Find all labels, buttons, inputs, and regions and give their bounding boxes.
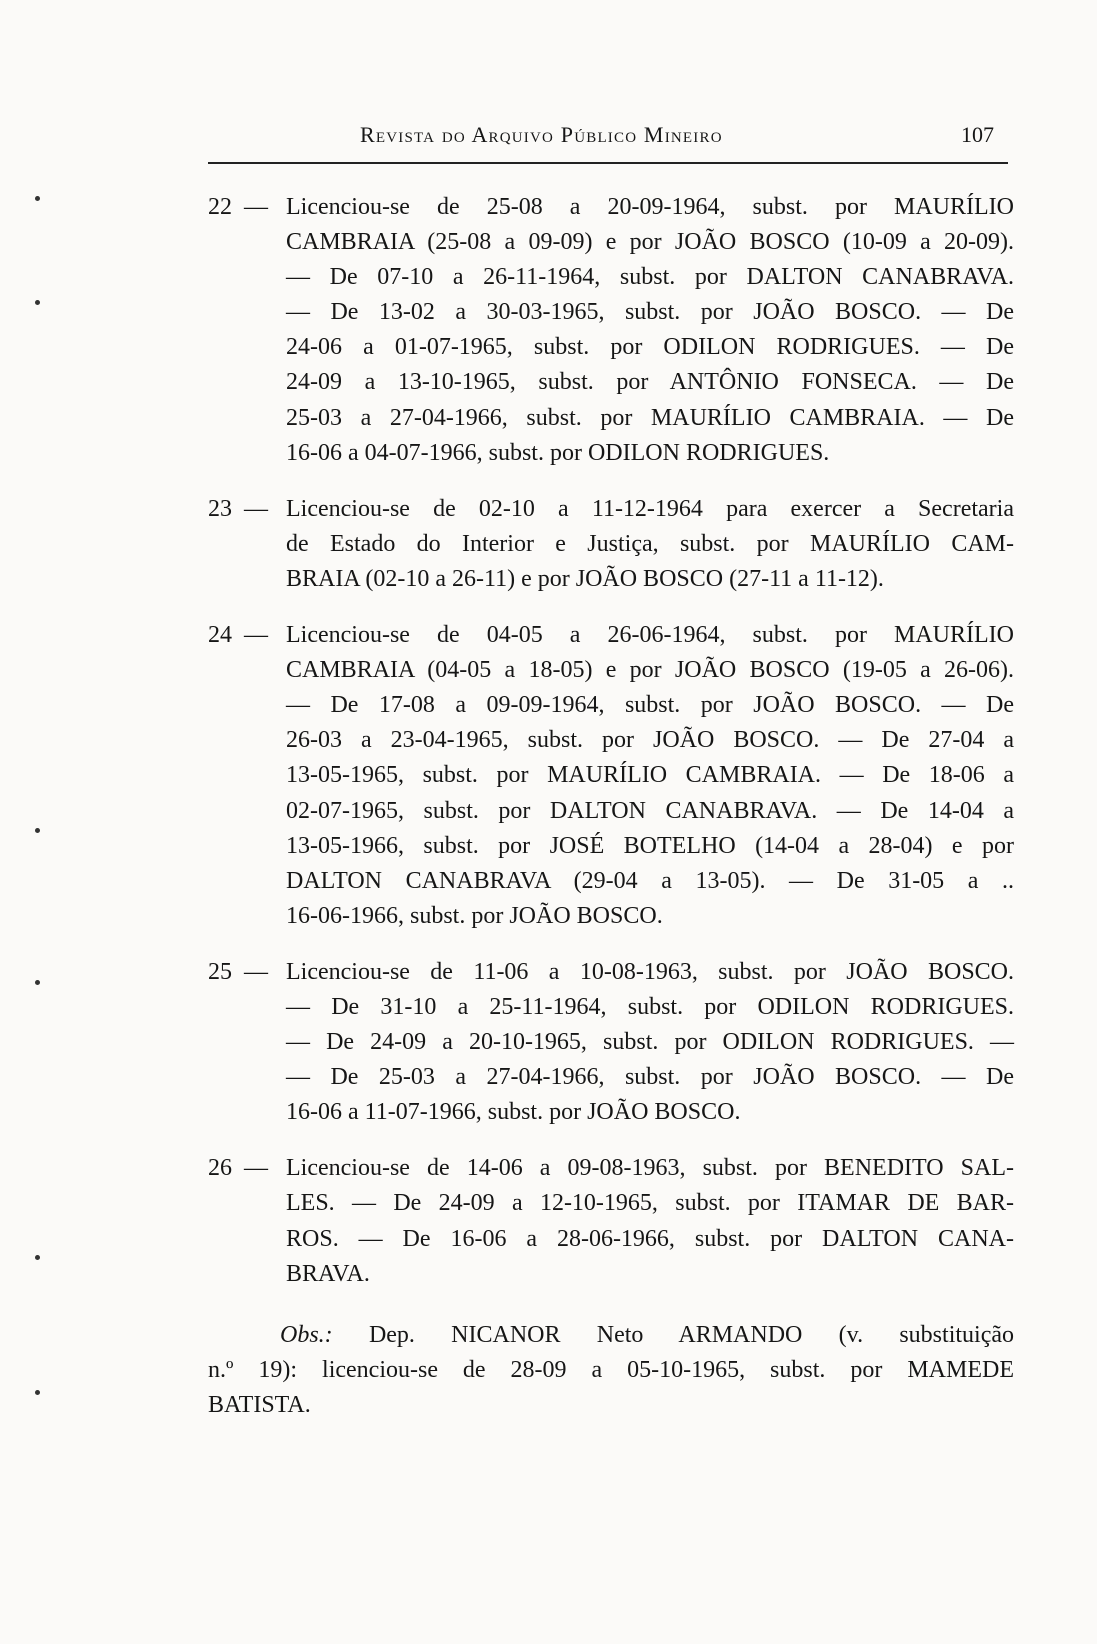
entry-line: 26-03 a 23-04-1965, subst. por JOÃO BOSCO. — De 27-04 a <box>286 727 1014 754</box>
entry-dash: — <box>244 958 268 985</box>
entry-line: de Estado do Interior e Justiça, subst. por MAURÍLIO CAM- <box>286 530 1014 557</box>
entry-line: BRAIA (02-10 a 26-11) e por JOÃO BOSCO (27-11 a 11-12). <box>286 565 884 592</box>
margin-speck <box>35 1390 40 1395</box>
margin-speck <box>35 980 40 985</box>
entry-line: Licenciou-se de 04-05 a 26-06-1964, subst. por MAURÍLIO <box>286 622 1014 649</box>
entry-26 <box>208 1151 1014 1291</box>
obs-label: Obs.: <box>280 1321 333 1348</box>
entry-text <box>286 955 1014 1130</box>
entry-line: Licenciou-se de 02-10 a 11-12-1964 para exercer a Secretaria <box>286 495 1014 522</box>
obs-line: n.º 19): licenciou-se de 28-09 a 05-10-1965, subst. por MAMEDE <box>208 1356 1014 1383</box>
entry-line: 16-06-1966, subst. por JOÃO BOSCO. <box>286 902 663 929</box>
entry-line: — De 13-02 a 30-03-1965, subst. por JOÃO BOSCO. — De <box>286 299 1014 326</box>
entry-line: — De 07-10 a 26-11-1964, subst. por DALTON CANABRAVA. <box>286 264 1014 291</box>
entry-22 <box>208 190 1014 471</box>
running-title: Revista do Arquivo Público Mineiro <box>360 122 723 147</box>
entry-number: 25 <box>208 958 232 985</box>
entry-line: — De 31-10 a 25-11-1964, subst. por ODILON RODRIGUES. <box>286 993 1014 1020</box>
entry-line: LES. — De 24-09 a 12-10-1965, subst. por ITAMAR DE BAR- <box>286 1190 1014 1217</box>
entry-line: Licenciou-se de 11-06 a 10-08-1963, subst. por JOÃO BOSCO. <box>286 958 1014 985</box>
margin-speck <box>35 196 40 201</box>
entry-text <box>286 492 1014 597</box>
entry-line: Licenciou-se de 25-08 a 20-09-1964, subst. por MAURÍLIO <box>286 194 1014 220</box>
entry-line: — De 24-09 a 20-10-1965, subst. por ODILON RODRIGUES. — <box>286 1029 1014 1056</box>
margin-speck <box>35 300 40 305</box>
entry-number: 24 <box>208 622 232 649</box>
entry-line: Licenciou-se de 14-06 a 09-08-1963, subst. por BENEDITO SAL- <box>286 1155 1014 1182</box>
obs-line: BATISTA. <box>208 1391 311 1418</box>
margin-speck <box>35 1255 40 1260</box>
entry-number: 23 <box>208 495 232 522</box>
entry-line: CAMBRAIA (25-08 a 09-09) e por JOÃO BOSCO (10-09 a 20-09). <box>286 229 1014 256</box>
entry-line: 16-06 a 04-07-1966, subst. por ODILON RODRIGUES. <box>286 439 830 466</box>
entry-line: CAMBRAIA (04-05 a 18-05) e por JOÃO BOSCO (19-05 a 26-06). <box>286 657 1014 684</box>
entry-line: DALTON CANABRAVA (29-04 a 13-05). — De 31-05 a .. <box>286 867 1014 894</box>
entry-25 <box>208 955 1014 1130</box>
entry-number: 22 <box>208 194 232 220</box>
entry-line: 16-06 a 11-07-1966, subst. por JOÃO BOSCO. <box>286 1099 741 1126</box>
entry-line: 25-03 a 27-04-1966, subst. por MAURÍLIO CAMBRAIA. — De <box>286 404 1014 431</box>
entry-text <box>286 1151 1014 1291</box>
entry-line: 24-09 a 13-10-1965, subst. por ANTÔNIO FONSECA. — De <box>286 369 1014 396</box>
entry-text <box>286 618 1014 934</box>
obs-text: Dep. NICANOR Neto ARMANDO (v. substituição <box>368 1321 1014 1348</box>
entry-dash: — <box>244 194 268 220</box>
entry-line: 13-05-1965, subst. por MAURÍLIO CAMBRAIA. — De 18-06 a <box>286 762 1014 789</box>
entry-dash: — <box>244 622 268 649</box>
entry-text <box>286 190 1014 471</box>
margin-speck <box>35 828 40 833</box>
entry-line: BRAVA. <box>286 1260 370 1287</box>
entry-list <box>208 190 1014 1292</box>
entry-dash: — <box>244 495 268 522</box>
entry-23 <box>208 492 1014 597</box>
running-header <box>208 122 1008 164</box>
entry-line: — De 25-03 a 27-04-1966, subst. por JOÃO BOSCO. — De <box>286 1064 1014 1091</box>
page-number: 107 <box>961 122 994 147</box>
entry-dash: — <box>244 1155 268 1182</box>
entry-number: 26 <box>208 1155 232 1182</box>
observation <box>208 1318 1014 1423</box>
entry-line: ROS. — De 16-06 a 28-06-1966, subst. por DALTON CANA- <box>286 1225 1014 1252</box>
entry-line: 13-05-1966, subst. por JOSÉ BOTELHO (14-04 a 28-04) e por <box>286 832 1014 859</box>
entry-line: — De 17-08 a 09-09-1964, subst. por JOÃO BOSCO. — De <box>286 692 1014 719</box>
entry-line: 24-06 a 01-07-1965, subst. por ODILON RODRIGUES. — De <box>286 334 1014 361</box>
entry-24 <box>208 618 1014 934</box>
obs-line <box>208 1318 1014 1353</box>
body-text <box>208 190 1014 1423</box>
entry-line: 02-07-1965, subst. por DALTON CANABRAVA. — De 14-04 a <box>286 797 1014 824</box>
